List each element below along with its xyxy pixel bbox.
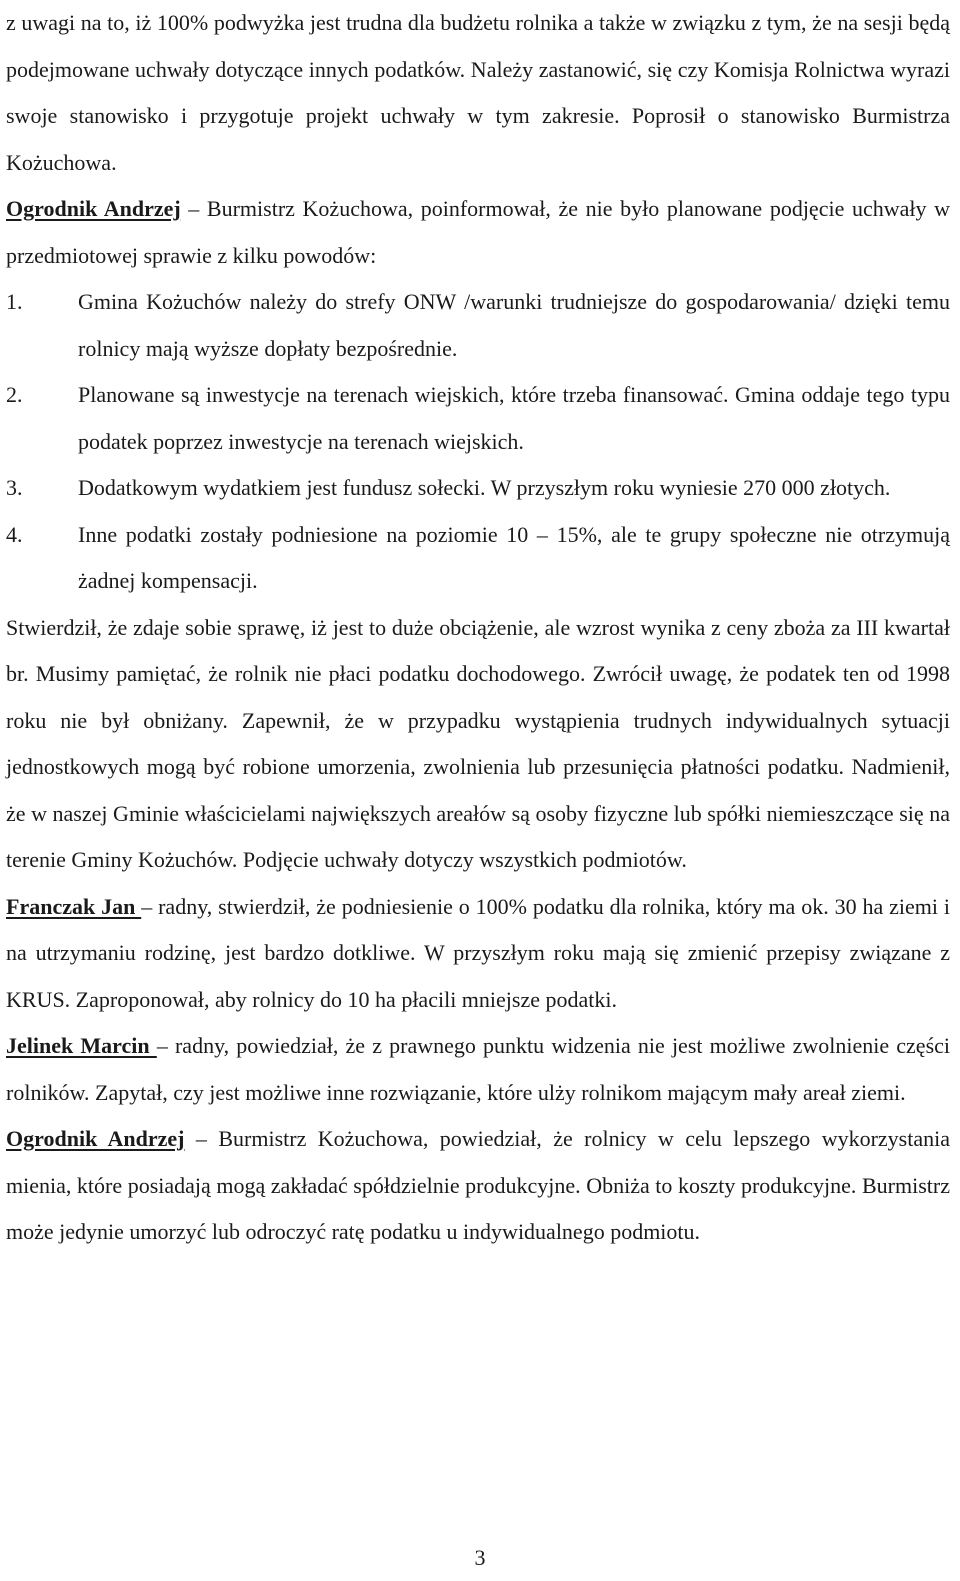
list-item [6, 512, 950, 605]
speaker-name: Ogrodnik Andrzej [6, 196, 181, 221]
paragraph-text: – Burmistrz Kożuchowa, poinformował, że nie było planowane podjęcie uchwały w przedmiotowej sprawie z kilku powodów: [6, 196, 950, 268]
list-item [6, 465, 950, 512]
document-page [6, 0, 950, 1256]
list-item [6, 279, 950, 372]
paragraph-ogrodnik-1 [6, 186, 950, 279]
list-item-number: 4. [6, 521, 23, 547]
list-item-number: 1. [6, 289, 23, 314]
paragraph-text: – radny, powiedział, że z prawnego punktu widzenia nie jest możliwe zwolnienie części rolników. Zapytał, czy jest możliwe inne rozwiązanie, które ulży rolnikom mającym mały areał ziemi. [6, 1033, 951, 1105]
list-item-number: 2. [6, 382, 23, 407]
paragraph-ogrodnik-2 [6, 1116, 950, 1256]
paragraph-statement: Stwierdził, że zdaje sobie sprawę, iż jest to duże obciążenie, ale wzrost wynika z ceny zboża za III kwartał br. Musimy pamiętać, że rolnik nie płaci podatku dochodowego. Zwrócił uwagę, że podatek ten od 1998 roku nie był obniżany. Zapewnił, że w przypadku wystąpienia trudnych indywidualnych sytuacji jednostkowych mogą być robione umorzenia, zwolnienia lub przesunięcia płatności podatku. Nadmienił, że w naszej Gminie właścicielami największych areałów są osoby fizyczne lub spółki niemieszczące się na terenie Gminy Kożuchów. Podjęcie uchwały dotyczy wszystkich podmiotów. [6, 614, 950, 872]
list-item-text: Dodatkowym wydatkiem jest fundusz sołecki. W przyszłym roku wyniesie 270 000 złotych. [78, 475, 891, 500]
paragraph-text: – Burmistrz Kożuchowa, powiedział, że rolnicy w celu lepszego wykorzystania mienia, które posiadają mogą zakładać spółdzielnie produkcyjne. Obniża to koszty produkcyjne. Burmistrz może jedynie umorzyć lub odroczyć ratę podatku u indywidualnego podmiotu. [6, 1126, 951, 1244]
paragraph-text: – radny, stwierdził, że podniesienie o 100% podatku dla rolnika, który ma ok. 30 ha ziemi i na utrzymaniu rodzinę, jest bardzo dotkliwe. W przyszłym roku mają się zmienić przepisy związane z KRUS. Zaproponował, aby rolnicy do 10 ha płacili mniejsze podatki. [6, 893, 950, 1012]
page-number: 3 [474, 1545, 486, 1570]
reasons-list [6, 279, 950, 605]
intro-paragraph: z uwagi na to, iż 100% podwyżka jest trudna dla budżetu rolnika a także w związku z tym, że na sesji będą podejmowane uchwały dotyczące innych podatków. Należy zastanowić, się czy Komisja Rolnictwa wyrazi swoje stanowisko i przygotuje projekt uchwały w tym zakresie. Poprosił o stanowisko Burmistrza Kożuchowa. [6, 10, 950, 175]
list-item-text: Inne podatki zostały podniesione na poziomie 10 – 15%, ale te grupy społeczne nie otrzymują żadnej kompensacji. [78, 521, 950, 593]
speaker-name: Franczak Jan [6, 893, 142, 919]
speaker-name: Jelinek Marcin [6, 1033, 157, 1058]
paragraph-franczak [6, 884, 950, 1024]
list-item-text: Gmina Kożuchów należy do strefy ONW /warunki trudniejsze do gospodarowania/ dzięki temu rolnicy mają wyższe dopłaty bezpośrednie. [78, 289, 950, 361]
paragraph-jelinek [6, 1023, 950, 1116]
speaker-name: Ogrodnik Andrzej [6, 1126, 185, 1151]
list-item-number: 3. [6, 475, 23, 500]
list-item [6, 372, 950, 465]
list-item-text: Planowane są inwestycje na terenach wiejskich, które trzeba finansować. Gmina oddaje tego typu podatek poprzez inwestycje na terenach wiejskich. [78, 382, 950, 454]
